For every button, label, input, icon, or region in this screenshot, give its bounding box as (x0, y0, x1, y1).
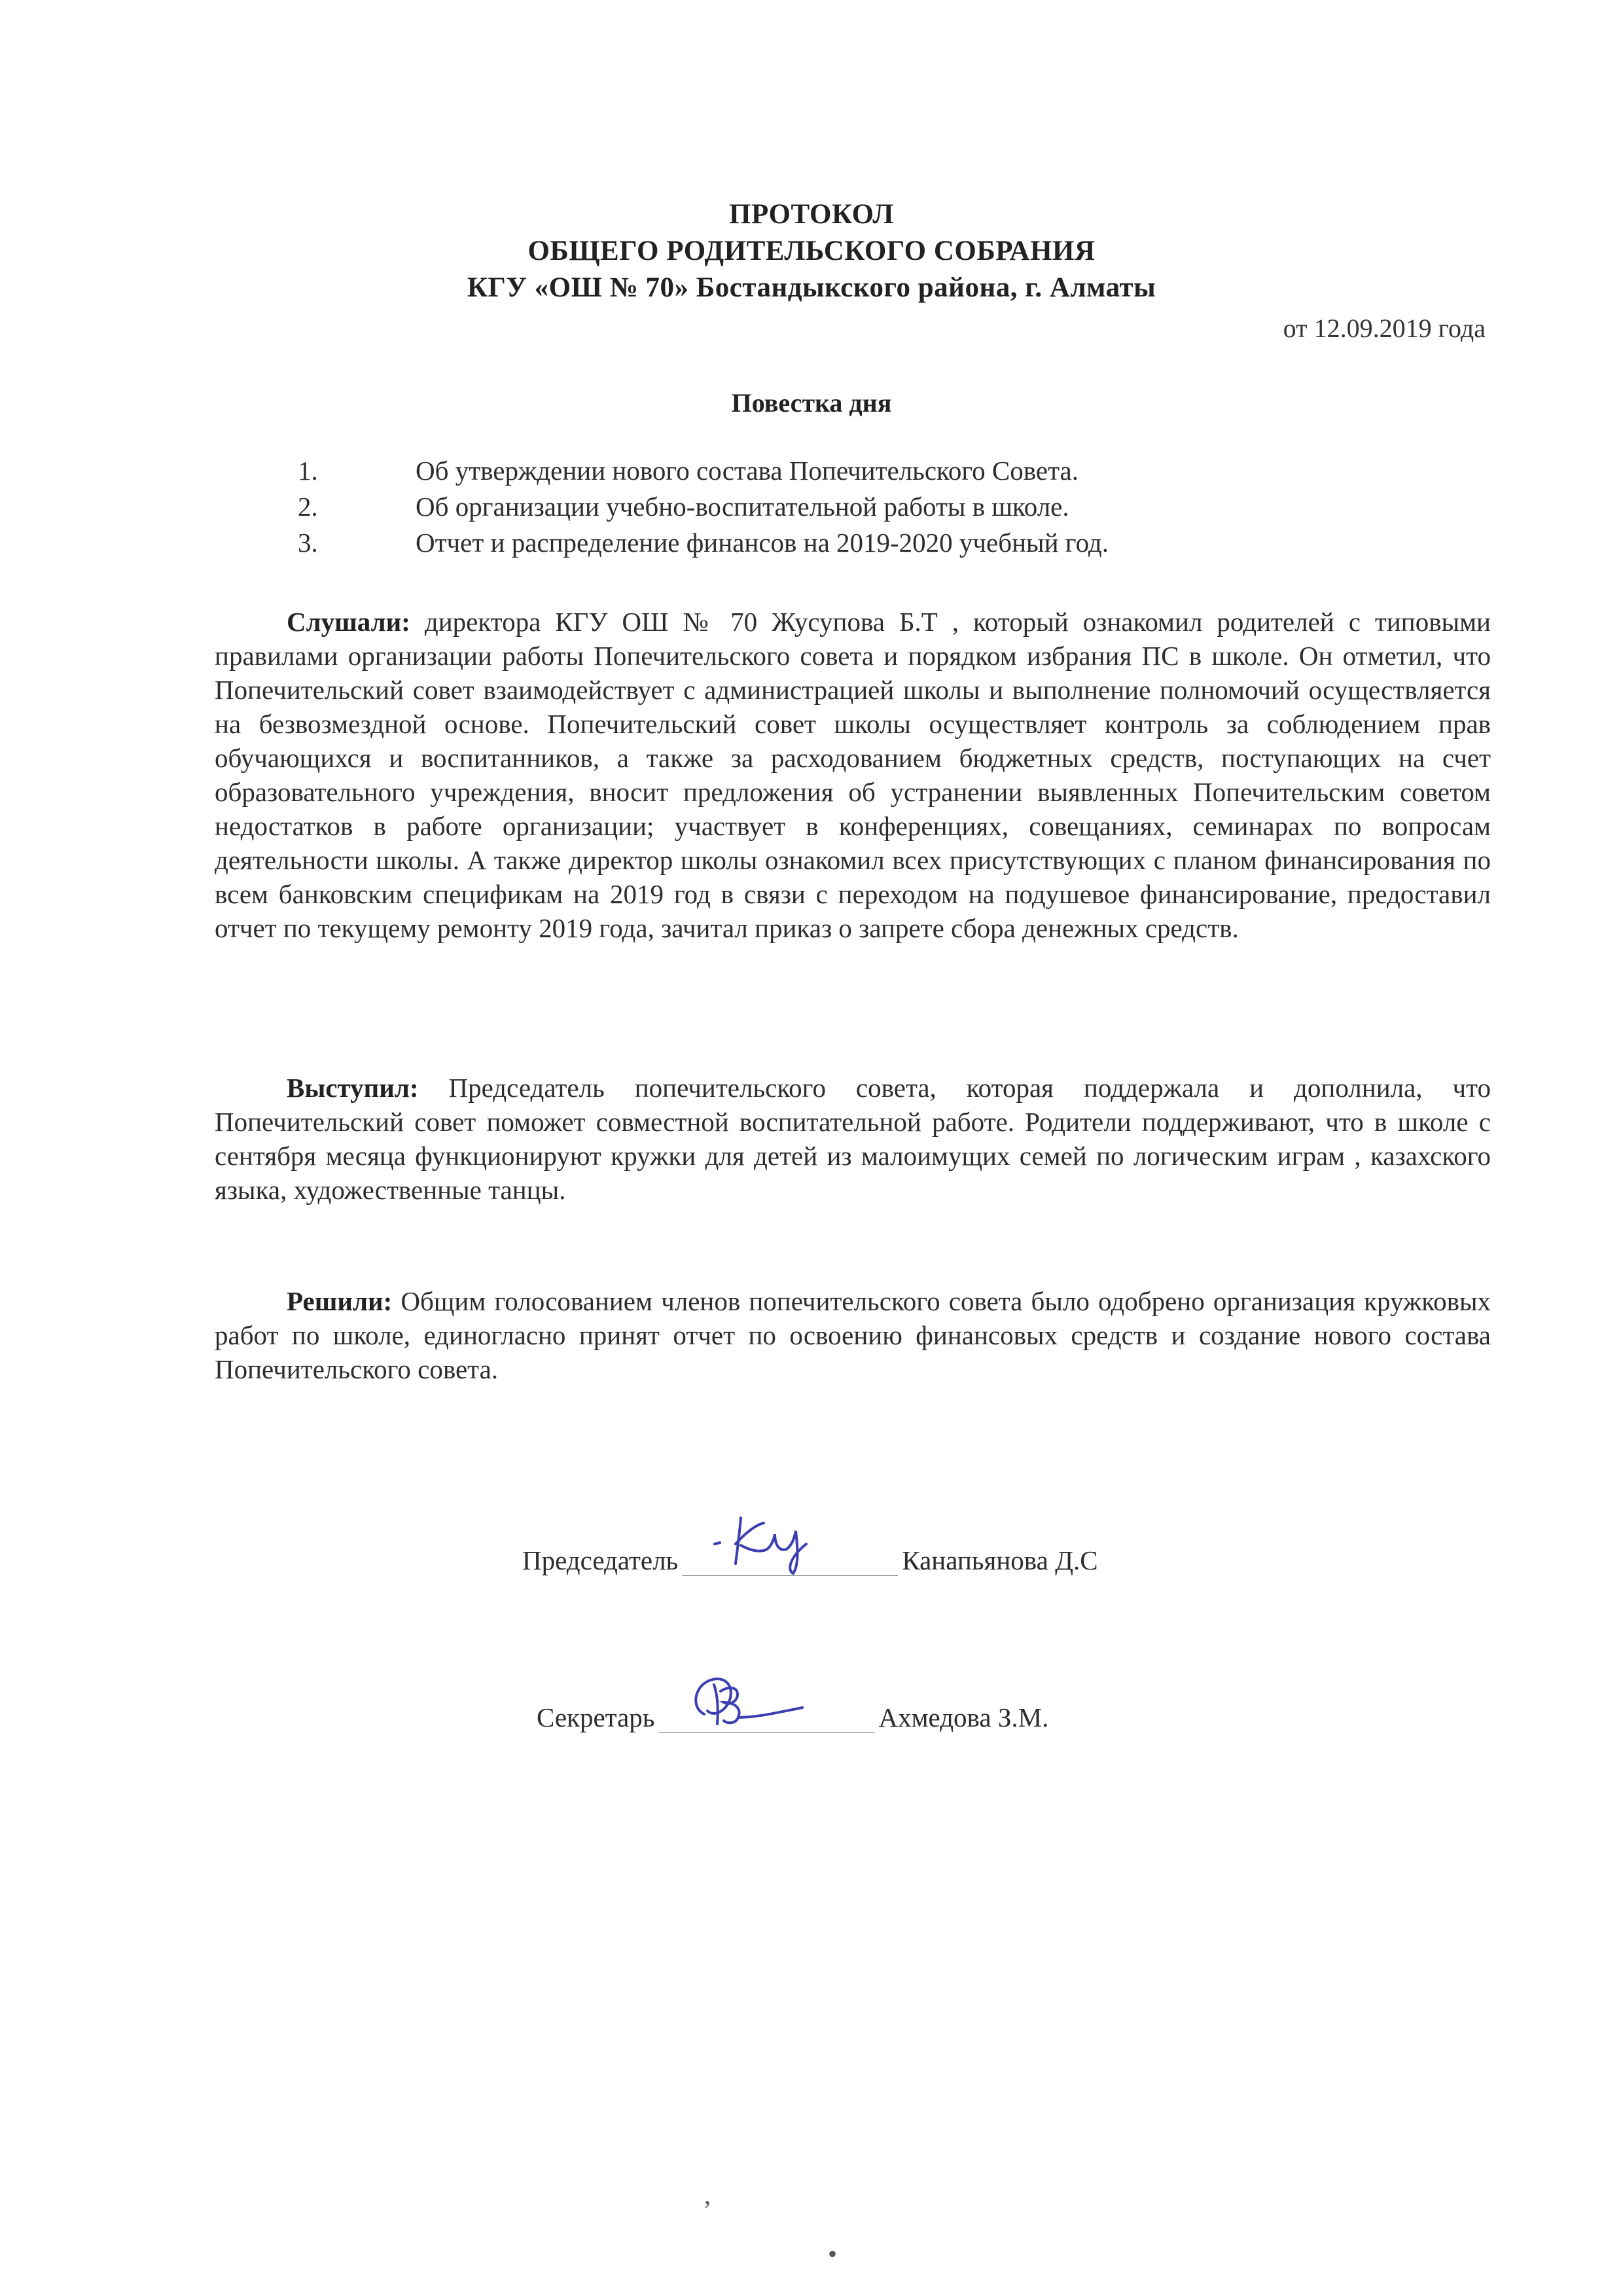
decided-section (215, 1284, 1491, 1386)
listened-text: директора КГУ ОШ № 70 Жусупова Б.Т , который ознакомил родителей с типовыми правилами организации работы Попечительского совета и порядком избрания ПС в школе. Он отметил, что Попечительский совет взаимодействует с администрацией школы и выполнение полномочий осуществляется на безвозмездной основе. Попечительский совет школы осуществляет контроль за соблюдением прав обучающихся и воспитанников, а также за расходованием бюджетных средств, поступающих на счет образовательного учреждения, вносит предложения об устранении выявленных Попечительским советом недостатков в работе организации; участвует в конференциях, совещаниях, семинарах по вопросам деятельности школы. А также директор школы ознакомил всех присутствующих с планом финансирования по всем банковским спецификам на 2019 год в связи с переходом на подушевое финансирование, предоставил отчет по текущему ремонту 2019 года, зачитал приказ о запрете сбора денежных средств. (215, 607, 1491, 943)
secretary-signature-image (678, 1662, 822, 1734)
chair-name: Канапьянова Д.С (902, 1545, 1098, 1575)
agenda-title: Повестка дня (731, 388, 892, 418)
agenda-item-number: 1. (298, 456, 318, 486)
document-date: от 12.09.2019 года (1283, 314, 1486, 343)
agenda-item-text: Об утверждении нового состава Попечительского Совета. (416, 456, 1079, 486)
secretary-signature-line (658, 1726, 874, 1733)
document-title: ПРОТОКОЛ (729, 199, 894, 230)
decided-label: Решили: (287, 1286, 393, 1316)
listened-section (215, 605, 1491, 945)
agenda-item (298, 489, 1476, 525)
agenda-item-text: Об организации учебно-воспитательной работы в школе. (416, 492, 1069, 522)
listened-label: Слушали: (287, 607, 410, 637)
scan-mark: • (828, 2239, 838, 2269)
chair-signature-image (702, 1505, 846, 1577)
agenda-item-number: 3. (298, 528, 318, 558)
secretary-name: Ахмедова З.М. (878, 1702, 1049, 1732)
organization-name: КГУ «ОШ № 70» Бостандыкского района, г. Алматы (467, 272, 1156, 303)
agenda-item (298, 453, 1476, 489)
agenda-item (298, 525, 1476, 561)
spoke-section (215, 1071, 1491, 1207)
spoke-label: Выступил: (287, 1073, 419, 1103)
agenda-item-text: Отчет и распределение финансов на 2019-2020 учебный год. (416, 528, 1109, 558)
document-subtitle: ОБЩЕГО РОДИТЕЛЬСКОГО СОБРАНИЯ (527, 236, 1096, 266)
document-header (0, 196, 1623, 306)
agenda-list (298, 453, 1476, 561)
decided-text: Общим голосованием членов попечительского совета было одобрено организация кружковых работ по школе, единогласно принят отчет по освоению финансовых средств и создание нового состава Попечительского совета. (215, 1286, 1491, 1384)
spoke-text: Председатель попечительского совета, которая поддержала и дополнила, что Попечительский совет поможет совместной воспитательной работе. Родители поддерживают, что в школе с сентября месяца функционируют кружки для детей из малоимущих семей по логическим играм , казахского языка, художественные танцы. (215, 1073, 1491, 1205)
chair-signature-line (682, 1569, 898, 1576)
secretary-signature-row (537, 1702, 1048, 1733)
chair-signature-row (522, 1545, 1098, 1576)
scan-mark: , (704, 2180, 711, 2210)
chair-role: Председатель (522, 1545, 679, 1575)
secretary-role: Секретарь (537, 1702, 655, 1732)
agenda-item-number: 2. (298, 492, 318, 522)
